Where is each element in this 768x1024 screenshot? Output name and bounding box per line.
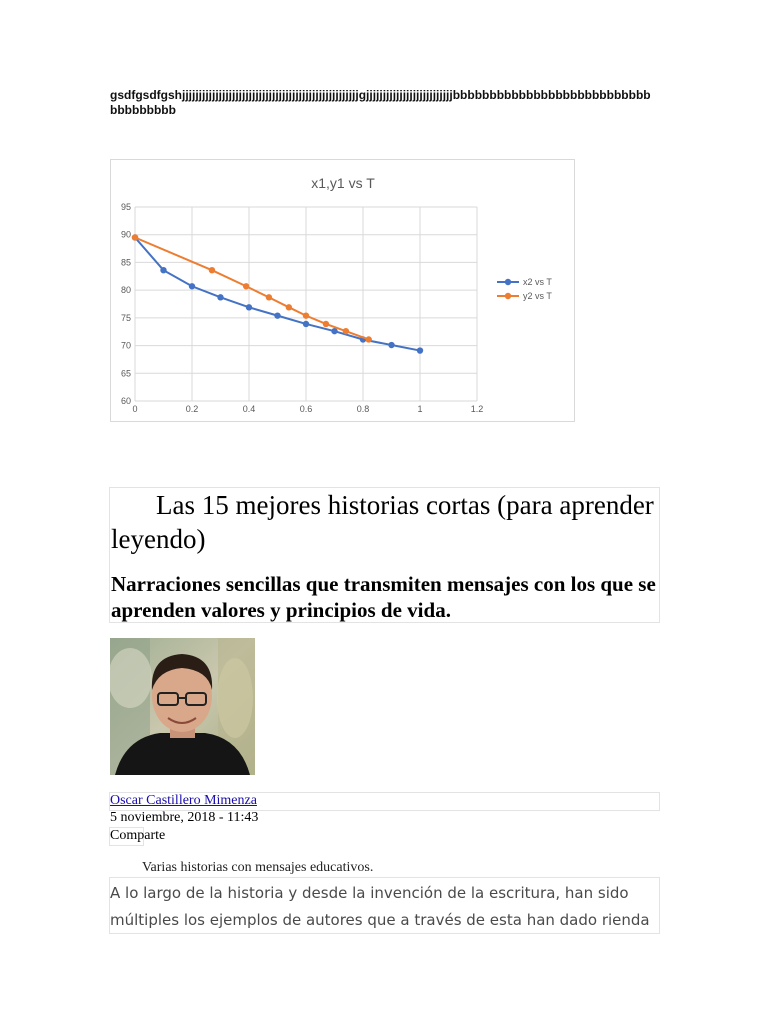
publish-date: 5 noviembre, 2018 - 11:43 <box>110 810 259 825</box>
article-title-text: Las 15 mejores historias cortas (para aprender leyendo) <box>111 490 654 554</box>
legend-marker-1 <box>505 293 511 299</box>
chart-svg <box>111 160 574 421</box>
author-photo-image <box>110 638 255 775</box>
data-point <box>217 294 223 300</box>
data-point <box>274 312 280 318</box>
series-line-0 <box>135 237 420 350</box>
x-tick-labels <box>132 404 483 414</box>
y-tick-label: 80 <box>120 285 131 296</box>
x-tick-label: 0.8 <box>356 404 370 414</box>
article-title <box>111 488 656 556</box>
x-tick-label: 1 <box>417 404 423 414</box>
legend-label-0: x2 vs T <box>523 277 552 287</box>
article-body: A lo largo de la historia y desde la invención de la escritura, han sido múltiples los ejemplos de autores que a través de esta han dado rienda <box>110 884 650 929</box>
data-point <box>303 321 309 327</box>
data-point <box>343 328 349 334</box>
data-point <box>160 267 166 273</box>
data-point <box>388 342 394 348</box>
data-point <box>323 321 329 327</box>
x-tick-label: 0 <box>132 404 138 414</box>
article-subtitle: Narraciones sencillas que transmiten mensajes con los que se aprenden valores y principios de vida. <box>111 572 656 622</box>
data-point <box>303 312 309 318</box>
y-tick-label: 85 <box>120 257 131 268</box>
data-point <box>246 304 252 310</box>
x-tick-label: 0.4 <box>242 404 256 414</box>
chart-title: x1,y1 vs T <box>311 175 375 191</box>
chart <box>110 159 575 422</box>
y-tick-label: 70 <box>120 340 131 351</box>
data-point <box>331 328 337 334</box>
data-point <box>266 294 272 300</box>
chart-series <box>132 234 423 353</box>
y-tick-labels <box>121 202 131 406</box>
data-point <box>132 234 138 240</box>
x-tick-label: 1.2 <box>470 404 484 414</box>
data-point <box>209 267 215 273</box>
y-tick-label: 95 <box>120 202 131 212</box>
article-header <box>109 487 660 623</box>
author-photo <box>110 638 255 775</box>
series-line-1 <box>135 237 369 339</box>
chart-grid <box>135 207 477 401</box>
y-tick-label: 60 <box>120 396 131 406</box>
y-tick-label: 65 <box>120 368 131 379</box>
chart-legend <box>497 277 552 301</box>
data-point <box>189 283 195 289</box>
x-tick-label: 0.6 <box>299 404 313 414</box>
y-tick-label: 75 <box>120 312 131 323</box>
data-point <box>243 283 249 289</box>
author-link[interactable]: Oscar Castillero Mimenza <box>110 793 257 808</box>
share-label[interactable]: Comparte <box>110 828 166 843</box>
photo-caption: Varias historias con mensajes educativos. <box>142 860 374 875</box>
legend-label-1: y2 vs T <box>523 291 552 301</box>
y-tick-label: 90 <box>120 229 131 240</box>
data-point <box>366 336 372 342</box>
data-point <box>417 347 423 353</box>
x-tick-label: 0.2 <box>185 404 199 414</box>
header-text: gsdfgsdfgshjjjjjjjjjjjjjjjjjjjjjjjjjjjjjjjjjjjjjjjjjjjjjjjjjjjjjgjjjjjjjjjjjjjjjjjjjjjjjjjjbbbbbbbbbbbbbbbbbbbbbbbbbbbbbbbbbbbb <box>110 88 651 117</box>
data-point <box>286 304 292 310</box>
legend-marker-0 <box>505 279 511 285</box>
